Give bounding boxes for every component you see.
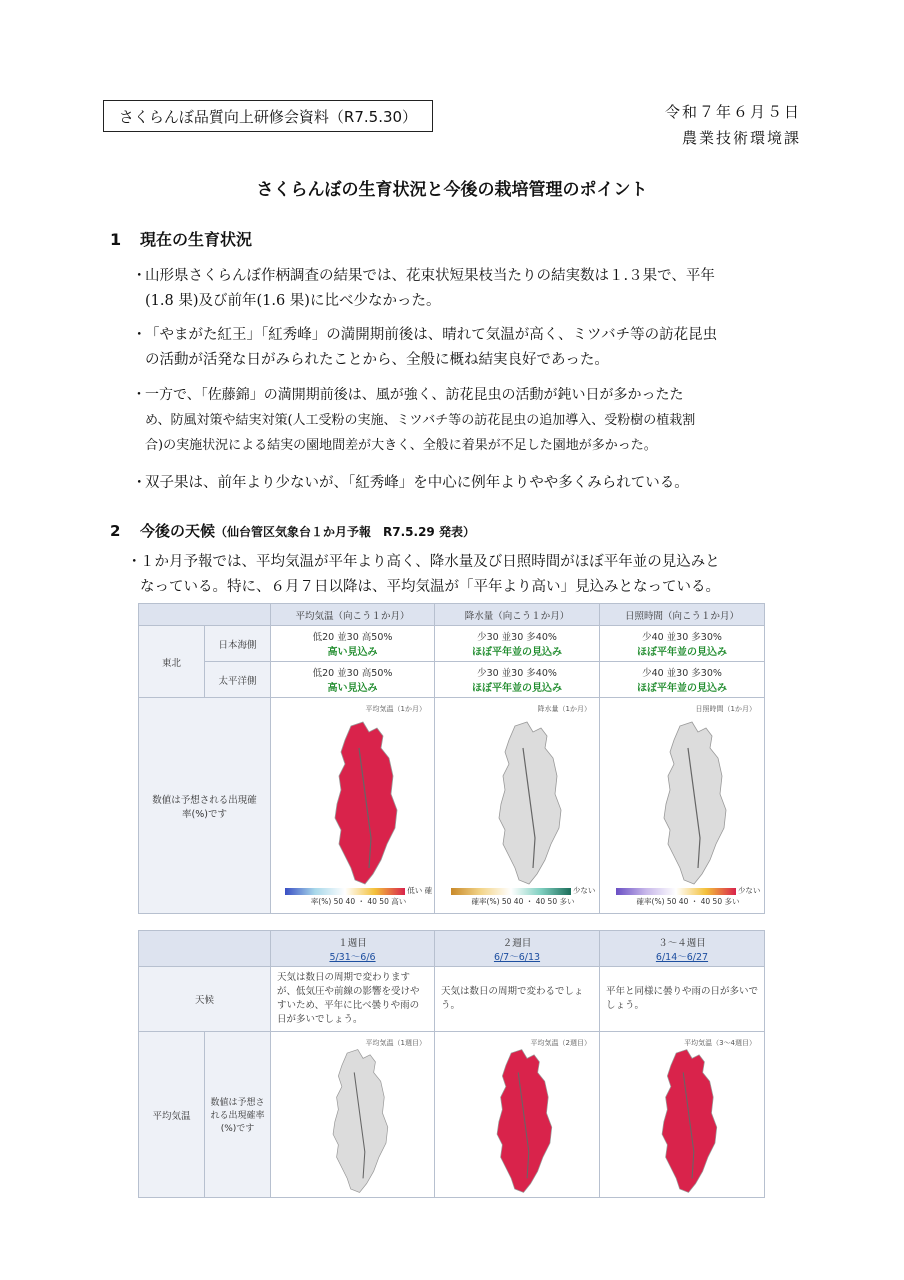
forecast-cell: 低20 並30 高50% 高い見込み [271,626,435,662]
tohoku-map [640,1046,730,1196]
weather-text: 天気は数日の周期で変わりますが、低気圧や前線の影響を受けやすいため、平年に比べ曇りや雨の日が多いでしょう。 [271,967,435,1032]
bullet-line: (1.8 果)及び前年(1.6 果)に比べ少なかった。 [145,293,441,309]
bullet-line: １か月予報では、平均気温が平年より高く、降水量及び日照時間がほぼ平年並の見込みと [140,554,720,570]
bullet-1: ・ 山形県さくらんぼ作柄調査の結果では、花束状短果枝当たりの結実数は１.３果で、平年 (1.8 果)及び前年(1.6 果)に比べ少なかった。 [145,264,715,314]
bullet-line: の活動が活発な日がみられたことから、全般に概ね結実良好であった。 [145,352,609,368]
bullet-line: 山形県さくらんぼ作柄調査の結果では、花束状短果枝当たりの結実数は１.３果で、平年 [145,268,715,284]
section-subtitle: （仙台管区気象台１か月予報 R7.5.29 発表） [215,525,475,539]
section2-heading [110,520,475,541]
document-tag: さくらんぼ品質向上研修会資料（R7.5.30） [103,100,433,132]
tohoku-map [311,718,411,888]
tohoku-map [640,718,740,888]
issue-date: 令和７年６月５日 [664,103,801,121]
bullet-3: ・ 一方で、「佐藤錦」の満開期前後は、風が強く、訪花昆虫の活動が鈍い日が多かったた め、防風対策や結実対策(人工受粉の実施、ミツバチ等の訪花昆虫の追加導入、受粉樹の植栽割 合)の実施状況による結実の園地間差が大きく、全般に着果が不足した園地が多かった。 [145,383,695,458]
weather-label: 天候 [139,967,271,1032]
corner-cell [139,931,271,967]
map-cell-week1: 平均気温（1週目） [271,1032,435,1198]
bullet-line: め、防風対策や結実対策(人工受粉の実施、ミツバチ等の訪花昆虫の追加導入、受粉樹の植栽割 [145,413,696,428]
week-header: ２週目 6/7～6/13 [435,931,600,967]
map-cell-temp: 平均気温（1か月） 低い 確率(%) 50 40 ・ 40 50 高い [271,698,435,914]
tohoku-map [311,1046,401,1196]
bullet-line: 一方で、「佐藤錦」の満開期前後は、風が強く、訪花昆虫の活動が鈍い日が多かったた [145,387,684,403]
bullet-line: 「やまがた紅王」「紅秀峰」の満開期前後は、晴れて気温が高く、ミツバチ等の訪花昆虫 [145,327,718,343]
col-header: 平均気温（向こう１か月） [271,604,435,626]
week-header: ３～４週目 6/14～6/27 [600,931,765,967]
map-cell-sunshine: 日照時間（1か月） 少ない 確率(%) 50 40 ・ 40 50 多い [600,698,765,914]
map-cell-week3-4: 平均気温（3～4週目） [600,1032,765,1198]
bullet-weather: ・ １か月予報では、平均気温が平年より高く、降水量及び日照時間がほぼ平年並の見込みと なっている。特に、６月７日以降は、平均気温が「平年より高い」見込みとなっている。 [140,550,720,600]
row-label: 太平洋側 [205,662,271,698]
weather-text: 平年と同様に曇りや雨の日が多いでしょう。 [600,967,765,1032]
date-block [665,99,801,151]
section-number: 2 [110,522,121,540]
week-header: １週目 5/31～6/6 [271,931,435,967]
week-range: 5/31～6/6 [329,951,376,963]
weather-text: 天気は数日の周期で変わるでしょう。 [435,967,600,1032]
map-legend: 少ない 確率(%) 50 40 ・ 40 50 多い [447,885,599,907]
forecast-table-month [138,603,765,914]
week-range: 6/7～6/13 [493,951,541,963]
bullet-line: 双子果は、前年より少ないが、「紅秀峰」を中心に例年よりやや多くみられている。 [145,475,689,491]
col-header: 日照時間（向こう１か月） [600,604,765,626]
department: 農業技術環境課 [681,129,801,147]
bullet-2: ・ 「やまがた紅王」「紅秀峰」の満開期前後は、晴れて気温が高く、ミツバチ等の訪花昆虫 の活動が活発な日がみられたことから、全般に概ね結実良好であった。 [145,323,717,373]
col-header: 降水量（向こう１か月） [435,604,600,626]
page-title: さくらんぼの生育状況と今後の栽培管理のポイント [256,180,648,200]
forecast-cell: 少30 並30 多40% ほぼ平年並の見込み [435,662,600,698]
temp-sub-label: 数値は予想される出現確率(%)です [205,1032,271,1198]
section1-heading [110,227,252,250]
region-label: 東北 [139,626,205,698]
map-cell-week2: 平均気温（2週目） [435,1032,600,1198]
forecast-cell: 低20 並30 高50% 高い見込み [271,662,435,698]
section-number: 1 [110,230,122,249]
section-title: 現在の生育状況 [140,230,253,249]
week-range: 6/14～6/27 [655,951,709,963]
bullet-line: 合)の実施状況による結実の園地間差が大きく、全般に着果が不足した園地が多かった。 [145,438,657,453]
bullet-line: なっている。特に、６月７日以降は、平均気温が「平年より高い」見込みとなっている。 [140,579,720,595]
bullet-4: ・ 双子果は、前年より少ないが、「紅秀峰」を中心に例年よりやや多くみられている。 [145,471,689,496]
forecast-cell: 少30 並30 多40% ほぼ平年並の見込み [435,626,600,662]
tohoku-map [475,718,575,888]
map-legend: 低い 確率(%) 50 40 ・ 40 50 高い [283,885,434,907]
forecast-cell: 少40 並30 多30% ほぼ平年並の見込み [600,626,765,662]
section-title: 今後の天候 [140,522,216,540]
forecast-table-weekly [138,930,765,1198]
tohoku-map [475,1046,565,1196]
forecast-cell: 少40 並30 多30% ほぼ平年並の見込み [600,662,765,698]
row-label: 日本海側 [205,626,271,662]
map-cell-precip: 降水量（1か月） 少ない 確率(%) 50 40 ・ 40 50 多い [435,698,600,914]
corner-cell [139,604,271,626]
map-row-label: 数値は予想される出現確率(%)です [139,698,271,914]
map-legend: 少ない 確率(%) 50 40 ・ 40 50 多い [612,885,764,907]
temp-label: 平均気温 [139,1032,205,1198]
